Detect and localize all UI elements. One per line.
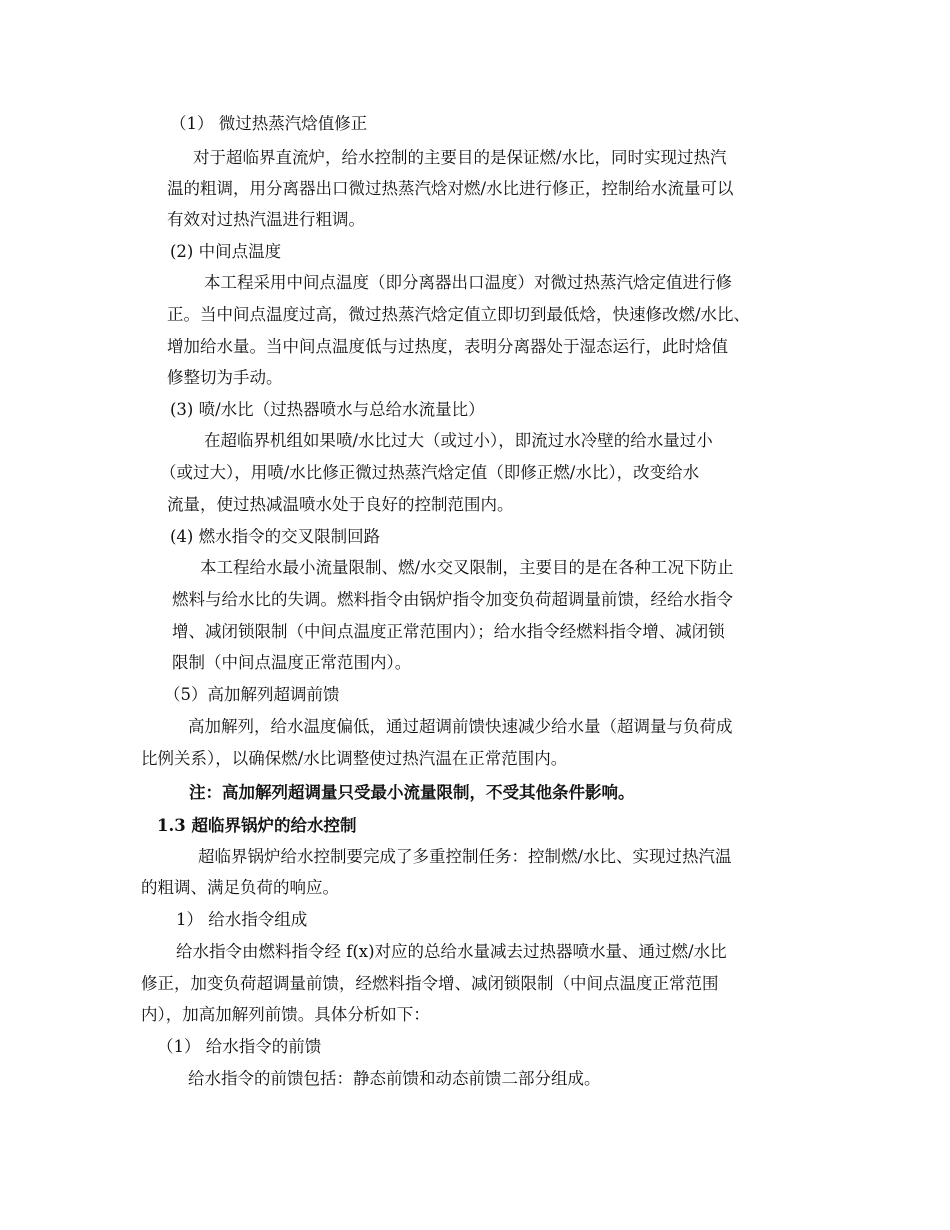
paragraph-line: 修整切为手动。 xyxy=(167,368,283,387)
paragraph-line: 本工程采用中间点温度（即分离器出口温度）对微过热蒸汽焓定值进行修 xyxy=(204,273,732,292)
note-line: 注：高加解列超调量只受最小流量限制，不受其他条件影响。 xyxy=(189,783,635,802)
paragraph-line: 温的粗调，用分离器出口微过热蒸汽焓对燃/水比进行修正，控制给水流量可以 xyxy=(167,179,734,198)
paragraph-line: 内），加高加解列前馈。具体分析如下： xyxy=(141,1005,430,1024)
paragraph-line: 正。当中间点温度过高，微过热蒸汽焓定值立即切到最低焓，快速修改燃/水比、 xyxy=(167,305,751,324)
paragraph-line: 流量，使过热减温喷水处于良好的控制范围内。 xyxy=(167,495,514,514)
paragraph-line: 燃料与给水比的失调。燃料指令由锅炉指令加变负荷超调量前馈，经给水指令 xyxy=(172,590,733,609)
heading-cross-limit-loop: (4) 燃水指令的交叉限制回路 xyxy=(170,527,381,546)
paragraph-line: 本工程给水最小流量限制、燃/水交叉限制，主要目的是在各种工况下防止 xyxy=(200,558,734,577)
paragraph-line: 对于超临界直流炉，给水控制的主要目的是保证燃/水比，同时实现过热汽 xyxy=(193,148,727,167)
paragraph-line: 增、减闭锁限制（中间点温度正常范围内）；给水指令经燃料指令增、减闭锁 xyxy=(172,622,725,641)
paragraph-line: 给水指令由燃料指令经 f(x)对应的总给水量减去过热器喷水量、通过燃/水比 xyxy=(176,942,727,961)
section-heading-1-3: 1.3 超临界锅炉的给水控制 xyxy=(157,816,357,835)
paragraph-line: 给水指令的前馈包括：静态前馈和动态前馈二部分组成。 xyxy=(188,1069,601,1088)
paragraph-line: 在超临界机组如果喷/水比过大（或过小），即流过水冷壁的给水量过小 xyxy=(204,431,713,450)
paragraph-line: 超临界锅炉给水控制要完成了多重控制任务：控制燃/水比、实现过热汽温 xyxy=(198,847,732,866)
heading-feedwater-feedforward: （1） 给水指令的前馈 xyxy=(157,1037,322,1056)
paragraph-line: 的粗调、满足负荷的响应。 xyxy=(141,878,339,897)
paragraph-line: 高加解列，给水温度偏低，通过超调前馈快速减少给水量（超调量与负荷成 xyxy=(188,717,733,736)
paragraph-line: 比例关系），以确保燃/水比调整使过热汽温在正常范围内。 xyxy=(141,749,568,768)
paragraph-line: 有效对过热汽温进行粗调。 xyxy=(167,210,365,229)
paragraph-line: （或过大），用喷/水比修正微过热蒸汽焓定值（即修正燃/水比），改变给水 xyxy=(160,463,700,482)
heading-spray-water-ratio: (3) 喷/水比（过热器喷水与总给水流量比） xyxy=(170,400,485,419)
paragraph-line: 限制（中间点温度正常范围内）。 xyxy=(172,653,412,672)
paragraph-line: 修正，加变负荷超调量前馈，经燃料指令增、减闭锁限制（中间点温度正常范围 xyxy=(141,974,719,993)
paragraph-line: 增加给水量。当中间点温度低与过热度，表明分离器处于湿态运行，此时焓值 xyxy=(167,337,728,356)
heading-midpoint-temperature: (2) 中间点温度 xyxy=(170,242,282,261)
heading-hp-heater-trip: （5）高加解列超调前馈 xyxy=(164,685,340,704)
heading-feedwater-command-composition: 1） 给水指令组成 xyxy=(176,910,308,929)
heading-superheated-enthalpy: （1） 微过热蒸汽焓值修正 xyxy=(170,114,368,133)
